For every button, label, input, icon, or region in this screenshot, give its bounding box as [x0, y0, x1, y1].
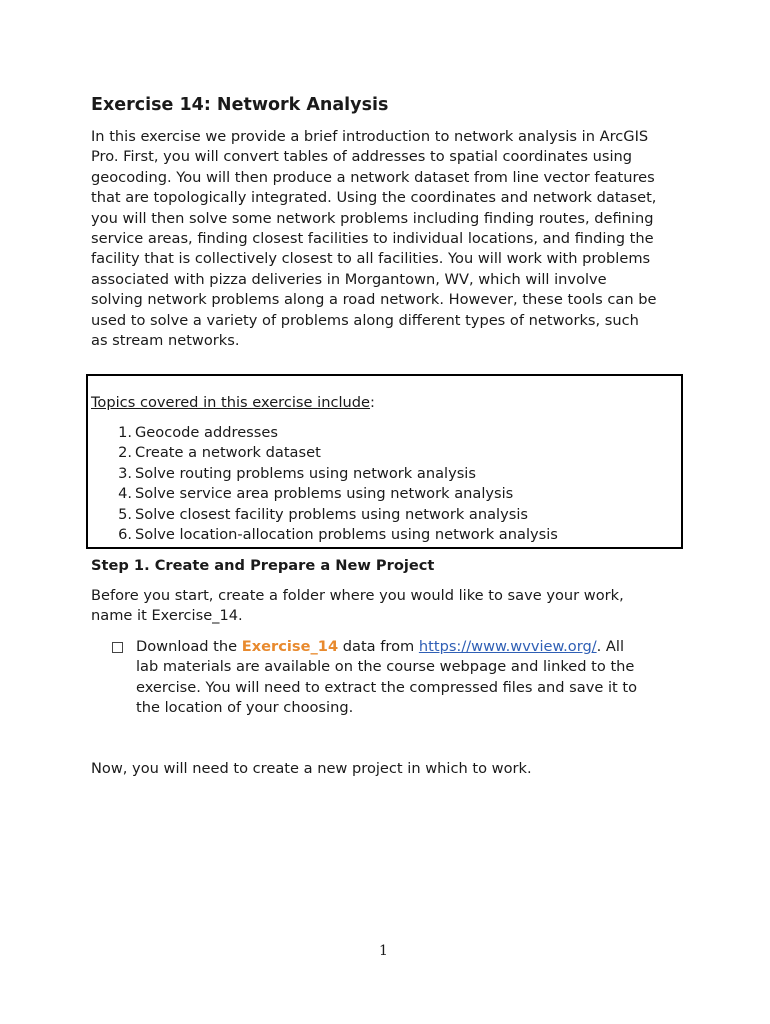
list-item [91, 443, 558, 463]
topics-heading [91, 393, 375, 413]
list-item-text: Geocode addresses [135, 424, 278, 441]
list-item-text: Solve service area problems using network analysis [135, 485, 514, 503]
download-rest: lab materials are available on the course webpage and linked to the exercise. You will need to extract the compressed files and save it to the location of your choosing. [136, 658, 638, 717]
topics-box [86, 374, 683, 549]
list-item [91, 525, 558, 545]
topics-heading-text: Topics covered in this exercise include [91, 394, 371, 411]
list-item-text: Solve closest facility problems using network analysis [135, 505, 528, 523]
list-item-text: Solve routing problems using network analysis [135, 464, 476, 482]
download-prefix: Download the [136, 638, 242, 655]
page-title: Exercise 14: Network Analysis [91, 95, 389, 115]
download-suffix: . All [596, 638, 624, 655]
list-item-text: Solve location-allocation problems using network analysis [135, 526, 558, 544]
download-instruction [136, 637, 676, 719]
exercise-data-name: Exercise_14 [241, 638, 339, 655]
list-item-number: 4. [118, 485, 132, 503]
step1-heading: Step 1. Create and Prepare a New Project [91, 557, 435, 574]
list-item [91, 505, 558, 525]
list-item-text: Create a network dataset [135, 444, 321, 462]
topics-heading-colon: : [370, 394, 375, 411]
topics-list [91, 423, 558, 545]
list-item [91, 464, 558, 484]
list-item-number: 2. [118, 444, 132, 462]
closing-paragraph: Now, you will need to create a new project in which to work. [91, 760, 532, 777]
page-number: 1 [379, 943, 388, 959]
list-item [91, 423, 558, 443]
list-item [91, 484, 558, 504]
list-item-number: 5. [118, 505, 132, 523]
list-item-number: 1. [118, 424, 132, 441]
step1-paragraph: Before you start, create a folder where you would like to save your work, name it Exercise_14. [91, 587, 624, 625]
checkbox-bullet-icon [112, 642, 123, 653]
download-first-line [136, 638, 624, 655]
list-item-number: 3. [118, 464, 132, 482]
download-middle: data from [338, 638, 419, 655]
list-item-number: 6. [118, 526, 132, 544]
wvview-link[interactable]: https://www.wvview.org/ [418, 638, 597, 655]
intro-paragraph: In this exercise we provide a brief introduction to network analysis in ArcGIS Pro. First, you will convert tables of addresses to spatial coordinates using geocoding. You will then produce a network dataset from line vector features that are topologically integrated. Using the coordinates and network dataset, you will then solve some network problems including finding routes, defining service areas, finding closest facilities to individual locations, and finding the facility that is collectively closest to all facilities. You will work with problems associated with pizza deliveries in Morgantown, WV, which will involve solving network problems along a road network. However, these tools can be used to solve a variety of problems along different types of networks, such as stream networks. [91, 128, 657, 350]
